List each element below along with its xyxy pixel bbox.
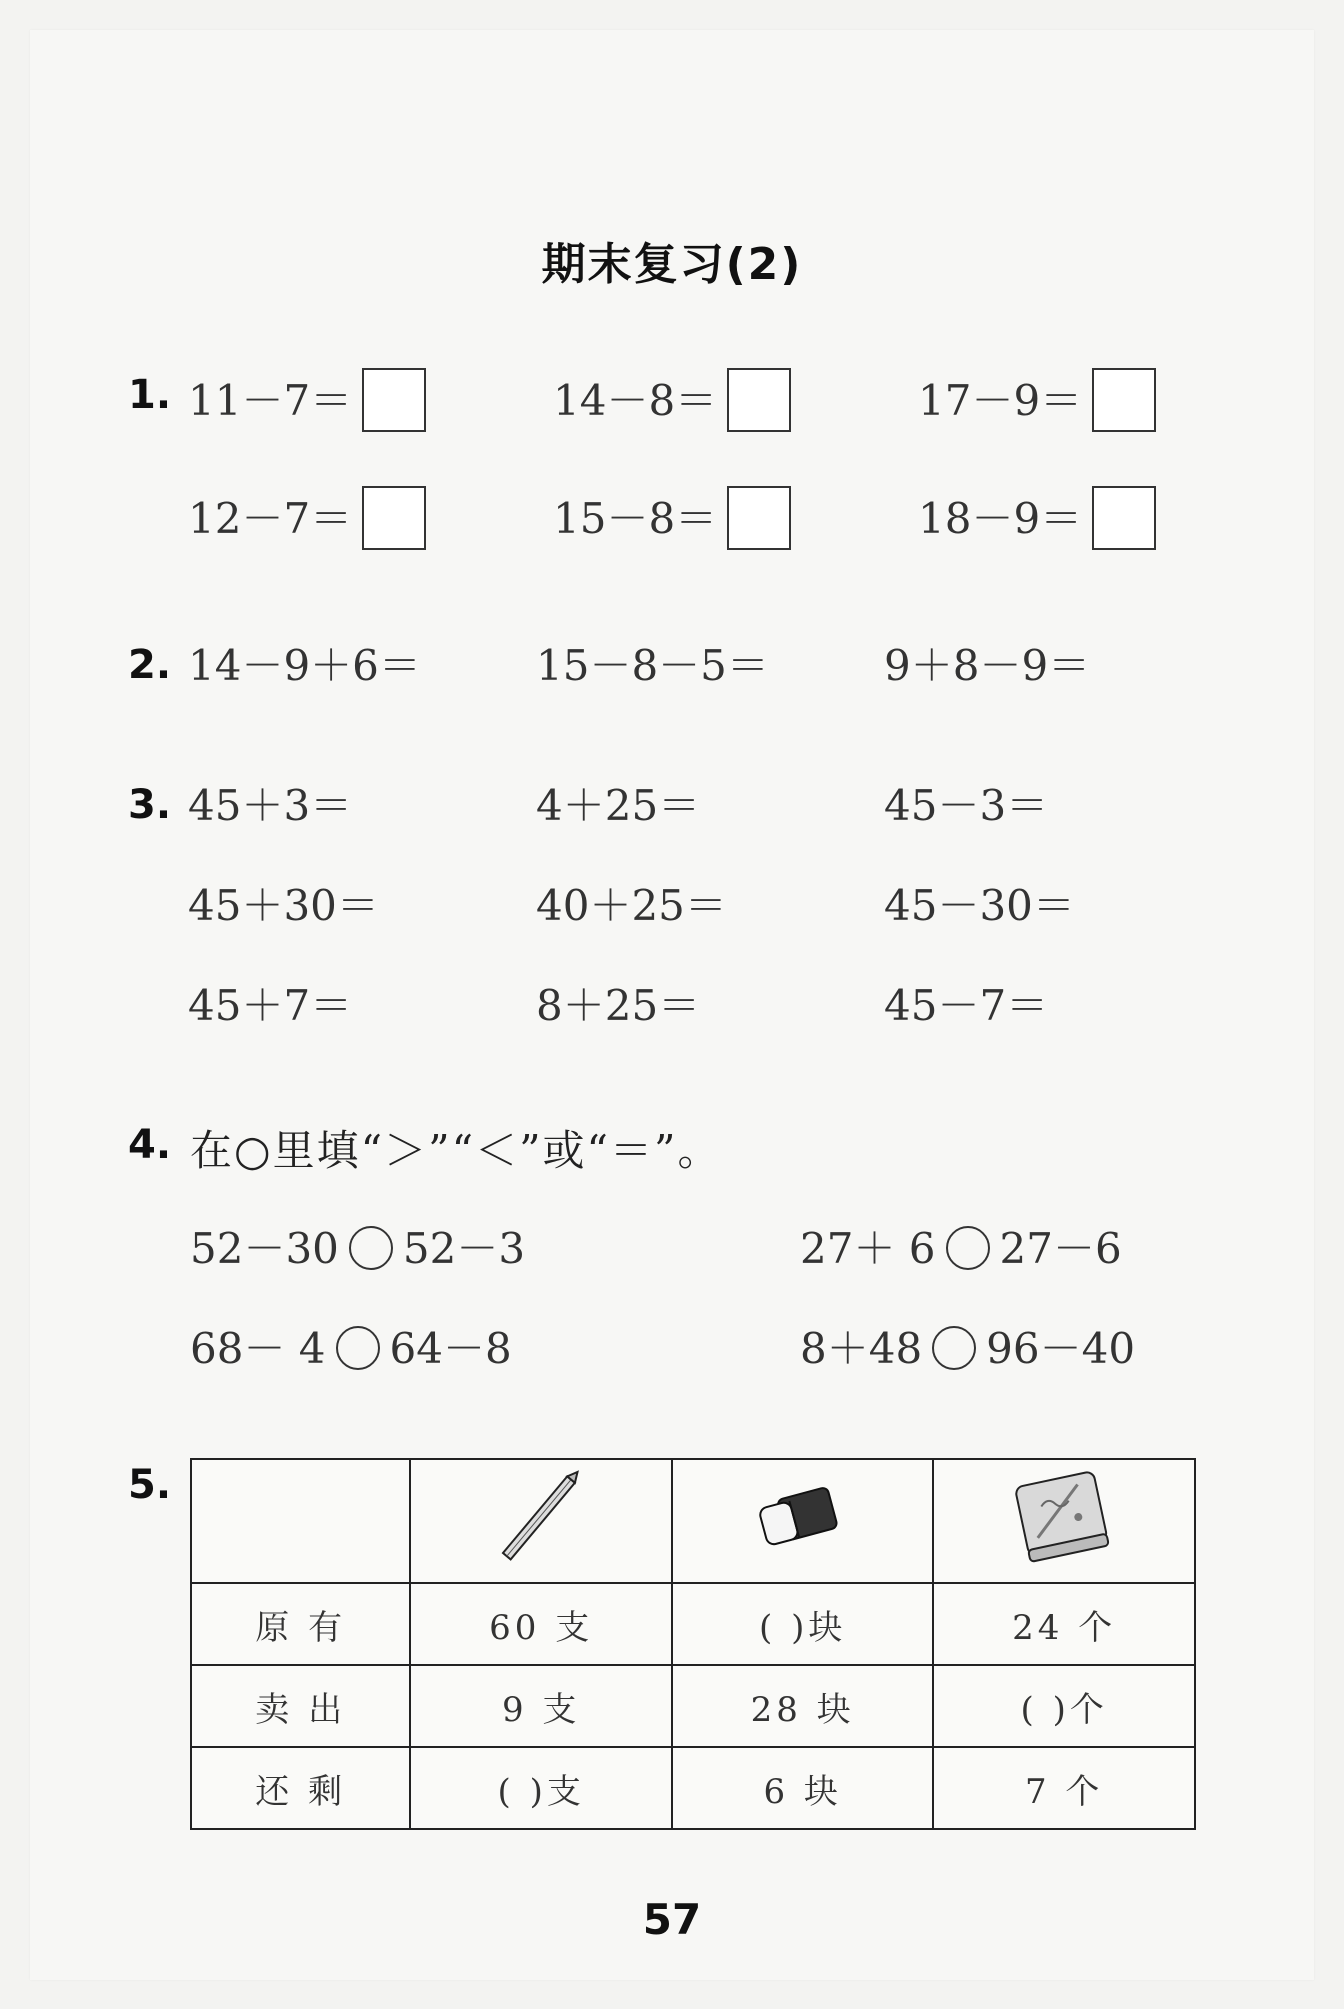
q4-right-expr: 96－40 xyxy=(986,1324,1136,1373)
answer-box[interactable] xyxy=(362,368,426,432)
answer-cell[interactable]: ( )块 xyxy=(672,1583,934,1665)
q3-expr-1: 45＋3＝ xyxy=(188,781,353,830)
row-label: 原 有 xyxy=(191,1583,410,1665)
q1-expr-4: 12－7＝ xyxy=(188,494,353,543)
table-cell: 9 支 xyxy=(410,1665,672,1747)
page-number: 57 xyxy=(642,1895,702,1944)
q4-right-expr: 64－8 xyxy=(389,1324,512,1373)
q3-expr-4: 45＋30＝ xyxy=(188,881,379,930)
question-3-number: 3. xyxy=(128,782,172,828)
q3-expr-9: 45－7＝ xyxy=(884,981,1049,1030)
q4-instruction: 在○里填“＞”“＜”或“＝”。 xyxy=(190,1126,722,1175)
q1-expr-6: 18－9＝ xyxy=(918,494,1083,543)
header-empty-cell xyxy=(191,1459,410,1583)
q4-left-expr: 8＋48 xyxy=(800,1324,923,1373)
page-title: 期末复习(2) xyxy=(541,239,803,290)
q4-compare-4 xyxy=(800,1324,1136,1374)
table-cell: 24 个 xyxy=(933,1583,1195,1665)
answer-box[interactable] xyxy=(727,368,791,432)
q1-expr-2: 14－8＝ xyxy=(553,376,718,425)
q4-compare-1 xyxy=(190,1224,526,1274)
table-row xyxy=(191,1665,1195,1747)
row-label: 还 剩 xyxy=(191,1747,410,1829)
q3-expr-6: 45－30＝ xyxy=(884,881,1075,930)
q4-left-expr: 27＋ 6 xyxy=(800,1224,936,1273)
answer-box[interactable] xyxy=(1092,486,1156,550)
q1-item-4 xyxy=(188,490,426,554)
row-label: 卖 出 xyxy=(191,1665,410,1747)
table-cell: 6 块 xyxy=(672,1747,934,1829)
q1-expr-3: 17－9＝ xyxy=(918,376,1083,425)
q2-expr-2: 15－8－5＝ xyxy=(536,641,769,690)
header-pencil-case-cell xyxy=(933,1459,1195,1583)
answer-box[interactable] xyxy=(727,486,791,550)
q4-left-expr: 52－30 xyxy=(190,1224,339,1273)
question-1-number: 1. xyxy=(128,372,172,418)
q2-expr-3: 9＋8－9＝ xyxy=(884,641,1091,690)
q4-left-expr: 68－ 4 xyxy=(190,1324,326,1373)
table-row xyxy=(191,1747,1195,1829)
answer-cell[interactable]: ( )个 xyxy=(933,1665,1195,1747)
pencil-case-icon xyxy=(1004,1462,1124,1572)
q3-expr-7: 45＋7＝ xyxy=(188,981,353,1030)
q3-expr-3: 45－3＝ xyxy=(884,781,1049,830)
answer-cell[interactable]: ( )支 xyxy=(410,1747,672,1829)
q4-compare-2 xyxy=(800,1224,1122,1274)
question-4-number: 4. xyxy=(128,1122,172,1168)
header-pencil-cell xyxy=(410,1459,672,1583)
q4-compare-3 xyxy=(190,1324,512,1374)
q1-item-5 xyxy=(553,490,791,554)
table-cell: 28 块 xyxy=(672,1665,934,1747)
answer-box[interactable] xyxy=(1092,368,1156,432)
q1-item-1 xyxy=(188,372,426,436)
table-header-row xyxy=(191,1459,1195,1583)
q3-expr-5: 40＋25＝ xyxy=(536,881,727,930)
table-cell: 60 支 xyxy=(410,1583,672,1665)
q1-expr-5: 15－8＝ xyxy=(553,494,718,543)
eraser-icon xyxy=(748,1472,858,1562)
compare-circle[interactable] xyxy=(932,1326,976,1370)
compare-circle[interactable] xyxy=(946,1226,990,1270)
q3-expr-8: 8＋25＝ xyxy=(536,981,701,1030)
table-cell: 7 个 xyxy=(933,1747,1195,1829)
q4-right-expr: 52－3 xyxy=(402,1224,526,1273)
table-row xyxy=(191,1583,1195,1665)
stock-table xyxy=(190,1458,1196,1830)
q1-expr-1: 11－7＝ xyxy=(188,376,353,425)
q1-item-3 xyxy=(918,372,1156,436)
compare-circle[interactable] xyxy=(349,1226,393,1270)
question-2-number: 2. xyxy=(128,642,172,688)
q1-item-6 xyxy=(918,490,1156,554)
q1-item-2 xyxy=(553,372,791,436)
q4-right-expr: 27－6 xyxy=(999,1224,1122,1273)
pencil-icon xyxy=(481,1467,601,1567)
answer-box[interactable] xyxy=(362,486,426,550)
q3-expr-2: 4＋25＝ xyxy=(536,781,701,830)
question-5-number: 5. xyxy=(128,1462,172,1508)
q2-expr-1: 14－9＋6＝ xyxy=(188,641,421,690)
compare-circle[interactable] xyxy=(336,1326,380,1370)
header-eraser-cell xyxy=(672,1459,934,1583)
